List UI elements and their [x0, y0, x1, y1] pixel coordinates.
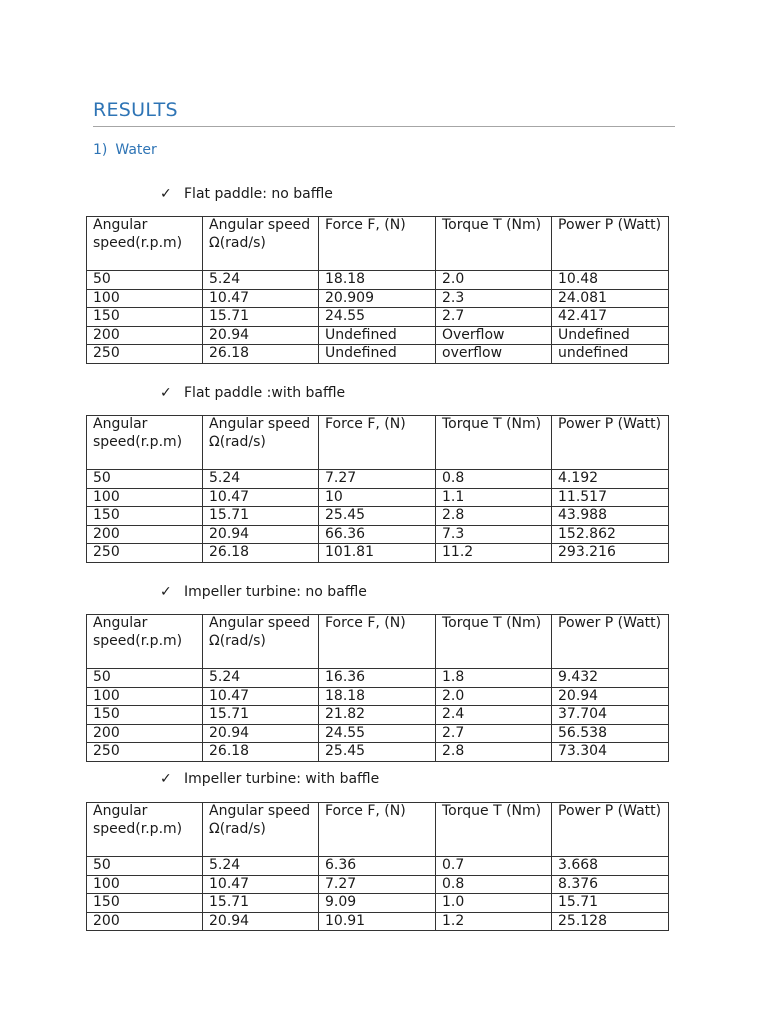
table-cell: 150: [87, 507, 203, 526]
header-cell: Torque T (Nm): [436, 217, 552, 271]
caption-text: Impeller turbine: with baffle: [184, 771, 380, 787]
header-cell: Force F, (N): [319, 217, 436, 271]
caption-text: Flat paddle :with baffle: [184, 385, 346, 401]
header-cell: Force F, (N): [319, 416, 436, 470]
table-cell: 26.18: [203, 743, 319, 762]
header-cell: Torque T (Nm): [436, 615, 552, 669]
table-cell: 15.71: [203, 706, 319, 725]
checkmark-icon: ✓: [160, 385, 172, 401]
table-cell: 2.0: [436, 687, 552, 706]
table-cell: 4.192: [552, 470, 669, 489]
section-heading: [93, 142, 157, 158]
table-row: [87, 875, 669, 894]
table-row: [87, 507, 669, 526]
results-table-1: [86, 216, 669, 364]
caption-text: Flat paddle: no baffle: [184, 186, 333, 202]
table-cell: 50: [87, 669, 203, 688]
table-cell: 9.432: [552, 669, 669, 688]
table-cell: 25.45: [319, 507, 436, 526]
table-cell: 8.376: [552, 875, 669, 894]
table-row: [87, 544, 669, 563]
table-cell: 15.71: [203, 308, 319, 327]
table-cell: 50: [87, 271, 203, 290]
table-cell: 9.09: [319, 894, 436, 913]
table-cell: 100: [87, 875, 203, 894]
table-header-row: [87, 615, 669, 669]
table-cell: 5.24: [203, 470, 319, 489]
table-cell: 26.18: [203, 544, 319, 563]
table-row: [87, 687, 669, 706]
table-cell: 66.36: [319, 525, 436, 544]
table-cell: 293.216: [552, 544, 669, 563]
table-row: [87, 289, 669, 308]
header-cell: Power P (Watt): [552, 803, 669, 857]
header-cell: Force F, (N): [319, 803, 436, 857]
header-cell: Angular speed Ω(rad/s): [203, 615, 319, 669]
table-row: [87, 743, 669, 762]
table-cell: 11.517: [552, 488, 669, 507]
table-cell: 56.538: [552, 724, 669, 743]
header-cell: Angular speed Ω(rad/s): [203, 416, 319, 470]
table-cell: 0.8: [436, 470, 552, 489]
table-row: [87, 912, 669, 931]
table-cell: 2.3: [436, 289, 552, 308]
header-cell: Power P (Watt): [552, 416, 669, 470]
table-cell: 2.8: [436, 507, 552, 526]
results-table-3: [86, 614, 669, 762]
header-cell: Angular speed(r.p.m): [87, 615, 203, 669]
table-row: [87, 525, 669, 544]
table-cell: 15.71: [552, 894, 669, 913]
header-cell: Force F, (N): [319, 615, 436, 669]
header-cell: Torque T (Nm): [436, 416, 552, 470]
table-cell: 24.55: [319, 724, 436, 743]
table-header-row: [87, 416, 669, 470]
table-cell: 10.91: [319, 912, 436, 931]
table-cell: 15.71: [203, 507, 319, 526]
results-table-4: [86, 802, 669, 931]
table-cell: 25.128: [552, 912, 669, 931]
table-cell: 100: [87, 687, 203, 706]
table-cell: 200: [87, 912, 203, 931]
results-table-2: [86, 415, 669, 563]
table-cell: overflow: [436, 345, 552, 364]
table-row: [87, 894, 669, 913]
table-cell: 21.82: [319, 706, 436, 725]
table-row: [87, 857, 669, 876]
table-cell: 7.27: [319, 875, 436, 894]
table-cell: 2.7: [436, 724, 552, 743]
table-row: [87, 470, 669, 489]
checkmark-icon: ✓: [160, 771, 172, 787]
table-cell: 11.2: [436, 544, 552, 563]
table-cell: 42.417: [552, 308, 669, 327]
table-cell: 24.081: [552, 289, 669, 308]
table-cell: 0.7: [436, 857, 552, 876]
table-row: [87, 724, 669, 743]
table-cell: 1.8: [436, 669, 552, 688]
table-cell: 20.94: [203, 724, 319, 743]
table-cell: Overflow: [436, 326, 552, 345]
table-cell: 20.94: [203, 525, 319, 544]
table-caption-3: [160, 584, 367, 600]
table-cell: 37.704: [552, 706, 669, 725]
table-cell: 20.909: [319, 289, 436, 308]
table-cell: 3.668: [552, 857, 669, 876]
table-cell: 200: [87, 724, 203, 743]
table-cell: 10.47: [203, 488, 319, 507]
table-row: [87, 706, 669, 725]
table-cell: 10: [319, 488, 436, 507]
table-cell: 16.36: [319, 669, 436, 688]
table-cell: 10.47: [203, 687, 319, 706]
table-caption-2: [160, 385, 345, 401]
table-row: [87, 488, 669, 507]
table-cell: 1.0: [436, 894, 552, 913]
table-cell: undefined: [552, 345, 669, 364]
table-cell: 250: [87, 544, 203, 563]
table-row: [87, 345, 669, 364]
table-cell: 2.0: [436, 271, 552, 290]
table-cell: 2.7: [436, 308, 552, 327]
table-cell: 250: [87, 345, 203, 364]
header-cell: Power P (Watt): [552, 615, 669, 669]
section-title: Water: [115, 142, 157, 158]
table-cell: 5.24: [203, 669, 319, 688]
table-cell: 26.18: [203, 345, 319, 364]
header-cell: Angular speed(r.p.m): [87, 803, 203, 857]
table-cell: 18.18: [319, 271, 436, 290]
table-cell: 250: [87, 743, 203, 762]
table-row: [87, 308, 669, 327]
page-heading: RESULTS: [93, 99, 178, 121]
table-cell: 18.18: [319, 687, 436, 706]
table-header-row: [87, 803, 669, 857]
header-cell: Angular speed Ω(rad/s): [203, 803, 319, 857]
table-cell: 150: [87, 894, 203, 913]
table-cell: 25.45: [319, 743, 436, 762]
table-cell: 50: [87, 857, 203, 876]
table-row: [87, 271, 669, 290]
table-cell: 5.24: [203, 271, 319, 290]
caption-text: Impeller turbine: no baffle: [184, 584, 367, 600]
table-cell: 6.36: [319, 857, 436, 876]
table-caption-4: [160, 771, 379, 787]
table-cell: 10.47: [203, 289, 319, 308]
table-cell: 200: [87, 525, 203, 544]
table-cell: 10.48: [552, 271, 669, 290]
table-cell: 0.8: [436, 875, 552, 894]
table-caption-1: [160, 186, 333, 202]
table-row: [87, 326, 669, 345]
table-cell: 10.47: [203, 875, 319, 894]
checkmark-icon: ✓: [160, 584, 172, 600]
table-cell: 20.94: [552, 687, 669, 706]
table-cell: 7.27: [319, 470, 436, 489]
header-cell: Torque T (Nm): [436, 803, 552, 857]
table-cell: 150: [87, 706, 203, 725]
table-cell: Undefined: [319, 345, 436, 364]
section-number: 1): [93, 142, 108, 158]
header-cell: Angular speed(r.p.m): [87, 416, 203, 470]
table-cell: 100: [87, 488, 203, 507]
table-cell: 2.8: [436, 743, 552, 762]
table-row: [87, 669, 669, 688]
table-cell: 20.94: [203, 326, 319, 345]
table-cell: 50: [87, 470, 203, 489]
heading-divider: [93, 126, 675, 127]
header-cell: Angular speed(r.p.m): [87, 217, 203, 271]
table-cell: 100: [87, 289, 203, 308]
table-header-row: [87, 217, 669, 271]
table-cell: 20.94: [203, 912, 319, 931]
table-cell: 1.2: [436, 912, 552, 931]
table-cell: 43.988: [552, 507, 669, 526]
table-cell: 15.71: [203, 894, 319, 913]
table-cell: 24.55: [319, 308, 436, 327]
table-cell: 5.24: [203, 857, 319, 876]
table-cell: Undefined: [319, 326, 436, 345]
header-cell: Power P (Watt): [552, 217, 669, 271]
table-cell: 150: [87, 308, 203, 327]
checkmark-icon: ✓: [160, 186, 172, 202]
table-cell: Undefined: [552, 326, 669, 345]
table-cell: 1.1: [436, 488, 552, 507]
table-cell: 101.81: [319, 544, 436, 563]
header-cell: Angular speed Ω(rad/s): [203, 217, 319, 271]
table-cell: 152.862: [552, 525, 669, 544]
table-cell: 200: [87, 326, 203, 345]
table-cell: 7.3: [436, 525, 552, 544]
table-cell: 2.4: [436, 706, 552, 725]
table-cell: 73.304: [552, 743, 669, 762]
